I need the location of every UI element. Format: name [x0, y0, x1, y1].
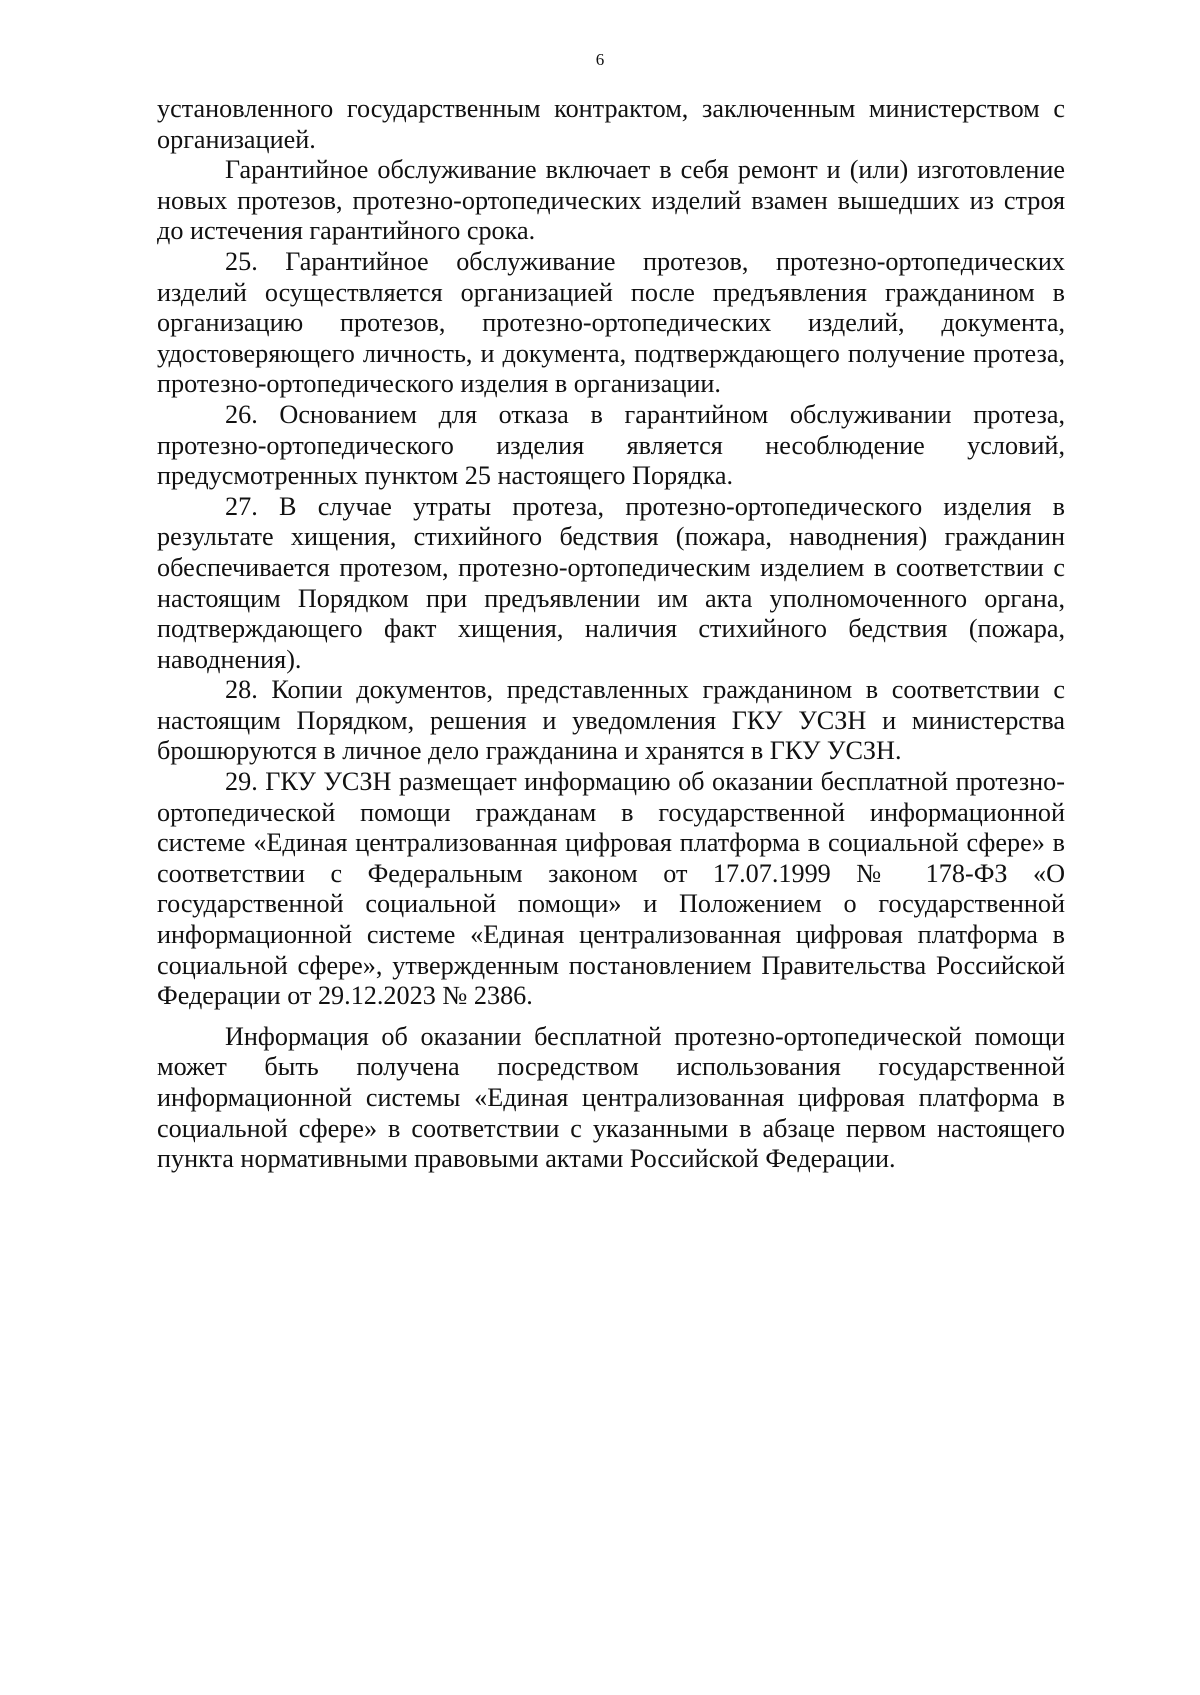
paragraph-item-27: 27. В случае утраты протеза, протезно-ортопедического изделия в результате хищения, стихийного бедствия (пожара, наводнения) гражданин обеспечивается протезом, протезно-ортопедическим изделием в соответствии с настоящим Порядком при предъявлении им акта уполномоченного органа, подтверждающего факт хищения, наличия стихийного бедствия (пожара, наводнения). — [157, 491, 1065, 674]
paragraph-item-28: 28. Копии документов, представленных гражданином в соответствии с настоящим Порядком, решения и уведомления ГКУ УСЗН и министерства брошюруются в личное дело гражданина и хранятся в ГКУ УСЗН. — [157, 675, 1065, 766]
paragraph-item-25: 25. Гарантийное обслуживание протезов, протезно-ортопедических изделий осуществляется организацией после предъявления гражданином в организацию протезов, протезно-ортопедических изделий, документа, удостоверяющего личность, и документа, подтверждающего получение протеза, протезно-ортопедического изделия в организации. — [157, 246, 1065, 399]
paragraph-continuation: установленного государственным контрактом, заключенным министерством с организацией. — [157, 94, 1065, 154]
page-number: 6 — [595, 50, 605, 69]
paragraph-warranty-service-scope: Гарантийное обслуживание включает в себя ремонт и (или) изготовление новых протезов, протезно-ортопедических изделий взамен вышедших из строя до истечения гарантийного срока. — [157, 155, 1065, 246]
paragraph-item-29: 29. ГКУ УСЗН размещает информацию об оказании бесплатной протезно-ортопедической помощи гражданам в государственной информационной системе «Единая централизованная цифровая платформа в социальной сфере» в соответствии с Федеральным законом от 17.07.1999 № 178-ФЗ «О государственной социальной помощи» и Положением о государственной информационной системе «Единая централизованная цифровая платформа в социальной сфере», утвержденным постановлением Правительства Российской Федерации от 29.12.2023 № 2386. — [157, 767, 1065, 1011]
paragraph-item-26: 26. Основанием для отказа в гарантийном обслуживании протеза, протезно-ортопедического изделия является несоблюдение условий, предусмотренных пунктом 25 настоящего Порядка. — [157, 399, 1065, 491]
document-body — [157, 94, 1065, 1175]
paragraph-item-29-info: Информация об оказании бесплатной протезно-ортопедической помощи может быть получена посредством использования государственной информационной системы «Единая централизованная цифровая платформа в социальной сфере» в соответствии с указанными в абзаце первом настоящего пункта нормативными правовыми актами Российской Федерации. — [157, 1021, 1065, 1174]
